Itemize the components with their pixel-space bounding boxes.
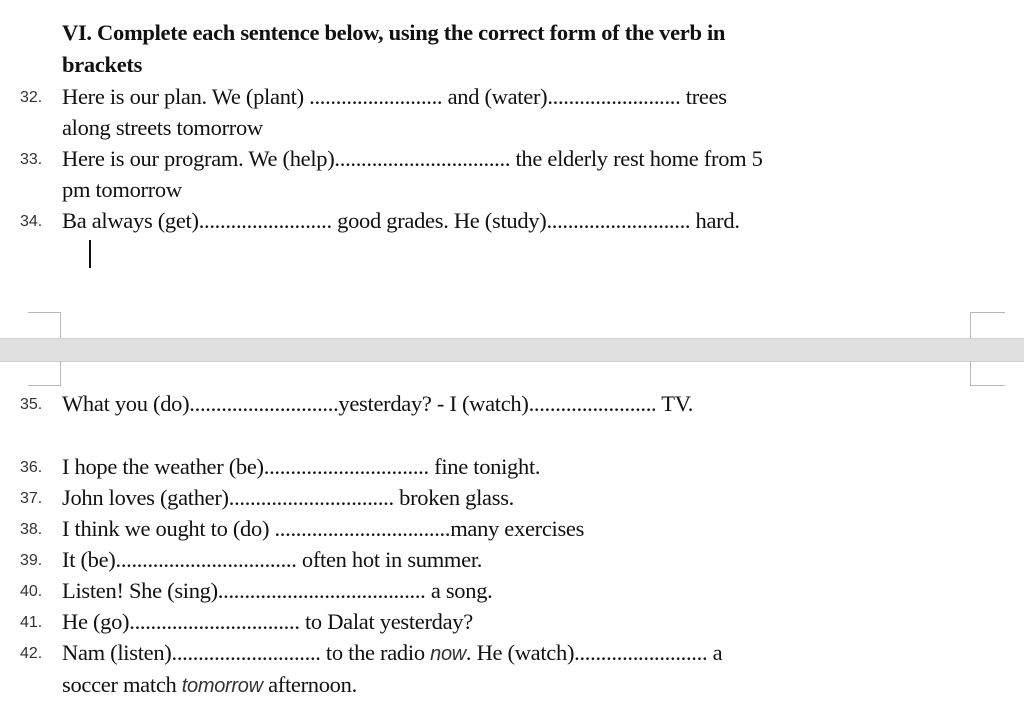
question-32-line2[interactable]: along streets tomorrow (62, 115, 263, 140)
question-38-line1[interactable]: I think we ought to (do) .................................many exercises (62, 516, 585, 541)
question-42-line2-part2: afternoon. (262, 672, 357, 697)
question-32-number: 32. (20, 89, 43, 106)
question-32-line1[interactable]: Here is our plan. We (plant) ......................... and (water)......................... trees (62, 84, 727, 109)
question-42-line1-part2: . He (watch)......................... a (465, 640, 723, 665)
text-cursor (89, 240, 91, 268)
page-corner-mark-bottom-left (28, 312, 61, 339)
question-39-line1[interactable]: It (be).................................. often hot in summer. (62, 547, 483, 572)
question-42-line2[interactable] (62, 674, 357, 697)
page-break-gap (0, 338, 1024, 362)
question-34-line1[interactable]: Ba always (get)......................... good grades. He (study)........................... hard. (62, 208, 740, 233)
question-37-number: 37. (20, 490, 43, 507)
question-36-line1[interactable]: I hope the weather (be)............................... fine tonight. (62, 454, 541, 479)
question-42-line1-part1: Nam (listen)............................ to the radio (62, 640, 431, 665)
exercise-heading-line1: VI. Complete each sentence below, using the correct form of the verb in (62, 20, 726, 45)
question-42-number: 42. (20, 645, 43, 662)
question-41-number: 41. (20, 614, 43, 631)
page-corner-mark-top-right (970, 361, 1005, 386)
question-40-number: 40. (20, 583, 43, 600)
question-33-number: 33. (20, 151, 43, 168)
question-35-line1[interactable]: What you (do)............................yesterday? - I (watch)........................ TV. (62, 391, 694, 416)
question-35-number: 35. (20, 396, 43, 413)
question-42-italic-tomorrow: tomorrow (181, 675, 263, 697)
question-42-line2-part1: soccer match (62, 672, 182, 697)
page-corner-mark-bottom-right (970, 312, 1005, 339)
question-38-number: 38. (20, 521, 43, 538)
page-corner-mark-top-left (28, 361, 61, 386)
question-39-number: 39. (20, 552, 43, 569)
question-42-line1[interactable] (62, 642, 722, 665)
question-41-line1[interactable]: He (go)................................ to Dalat yesterday? (62, 609, 473, 634)
question-34-number: 34. (20, 213, 43, 230)
question-42-italic-now: now (430, 643, 466, 665)
question-33-line2[interactable]: pm tomorrow (62, 177, 182, 202)
question-37-line1[interactable]: John loves (gather)............................... broken glass. (62, 485, 514, 510)
exercise-heading-line2: brackets (62, 52, 143, 77)
question-40-line1[interactable]: Listen! She (sing)....................................... a song. (62, 578, 493, 603)
question-33-line1[interactable]: Here is our program. We (help)................................. the elderly rest home from 5 (62, 146, 763, 171)
question-36-number: 36. (20, 459, 43, 476)
